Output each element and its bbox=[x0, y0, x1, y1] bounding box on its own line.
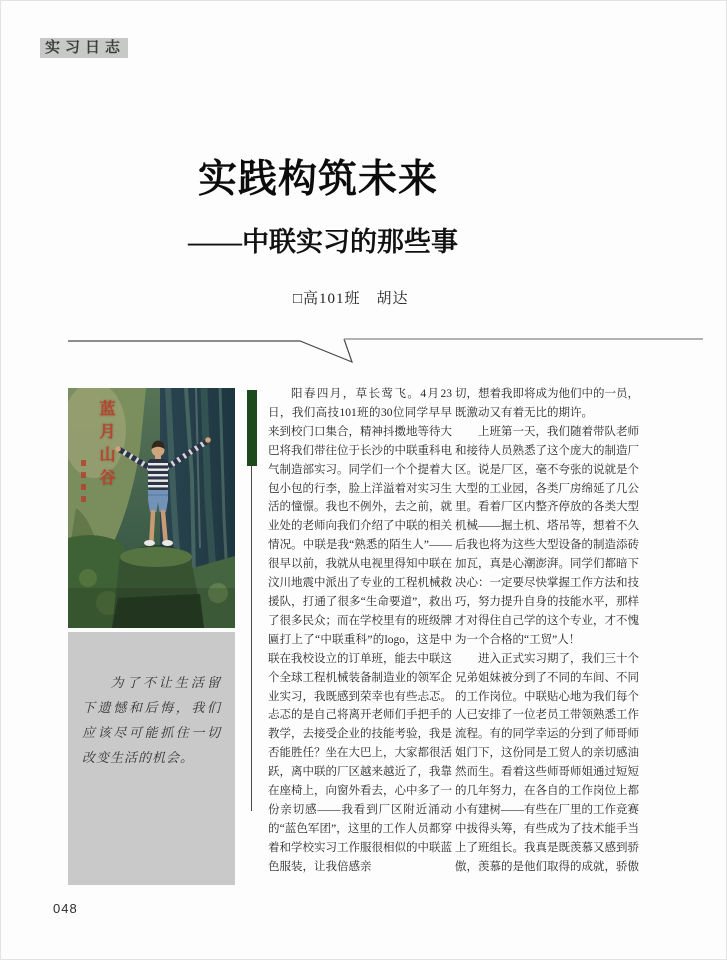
article-title: 实践构筑未来 bbox=[198, 158, 439, 201]
rock-calligraphy-text: 蓝月山谷 bbox=[97, 400, 114, 492]
column-accent-line bbox=[251, 466, 252, 811]
text-column-2 bbox=[455, 385, 639, 877]
divider-rule bbox=[0, 330, 727, 372]
text-column-1 bbox=[268, 385, 452, 877]
column-accent-bar bbox=[247, 390, 257, 466]
page-number: 048 bbox=[53, 901, 78, 916]
pull-quote-box bbox=[68, 632, 235, 885]
section-badge: 实习日志 bbox=[40, 38, 128, 58]
pull-quote-text: 为了不让生活留下遗憾和后悔，我们应该尽可能抓住一切改变生活的机会。 bbox=[82, 675, 221, 765]
paragraph: 进入正式实习期了，我们三十个兄弟姐妹被分到了不同的车间、不同的工作岗位。中联贴心地为我们每个人已安排了一位老员工带领熟悉工作流程。有的同学幸运的分到了师哥师姐门下，这份同是工贸人的亲切感油然而生。看着这些师哥师姐通过短短的几年努力，在各自的工作岗位上都小有建树——有些在厂里的工作竞赛中拔得头筹，有些成为了技术能手当上了班组长。我真是既羡慕又感到骄傲，羡慕的是他们取得的成就，骄傲 bbox=[455, 652, 639, 873]
paragraph: 阳春四月，草长莺飞。4月23日，我们高技101班的30位同学早早来到校门口集合，精神抖擞地等待大巴将我们带往位于长沙的中联重科电气制造部实习。同学们一个个提着大包小包的行李，脸上洋溢着对实习生活的憧憬。我也不例外，去之前，就业处的老师向我们介绍了中联的相关情况。中联是我“熟悉的陌生人”——很早以前，我就从电视里得知中联在汶川地震中派出了专业的工程机械救援队，打通了很多“生命要道”，救出了很多民众；而在学校里有的班级牌匾打上了“中联重科”的logo，这是中联在我校设立的订单班，能去中联这个全球工程机械装备制造业的领军企业实习，我既感到荣幸也有些忐忑。忐忑的是自己将离开老师们手把手的教学，去接受企业的技能考验，我是否能胜任？坐在大巴上，大家都很活跃，离中联的厂区越来越近了，我靠在座椅上，向窗外看去，心中多了一份亲切感——我看到厂区附近涌动的“蓝色军团”，这里的工作人员都穿着和学校实习工作服很相似的中联蓝色服装，让我倍感亲 bbox=[268, 388, 452, 873]
article-photo bbox=[68, 388, 235, 628]
byline: □高101班 胡达 bbox=[293, 291, 409, 307]
article-subtitle: ——中联实习的那些事 bbox=[188, 227, 458, 257]
paragraph: 切，想着我即将成为他们中的一员，既激动又有着无比的期许。 bbox=[455, 388, 639, 419]
paragraph: 上班第一天，我们随着带队老师和接待人员熟悉了这个庞大的制造厂区。说是厂区，毫不夸张的说就是个大型的工业园，各类厂房绵延了几公里。看着厂区内整齐停放的各类大型机械——掘土机、塔吊等，想着不久后我也将为这些大型设备的制造添砖加瓦，真是心潮澎湃。同学们都暗下决心：一定要尽快掌握工作方法和技巧，努力提升自身的技能水平，那样才对得住自己学的这个专业，才不愧为一个合格的“工贸”人！ bbox=[455, 425, 639, 646]
